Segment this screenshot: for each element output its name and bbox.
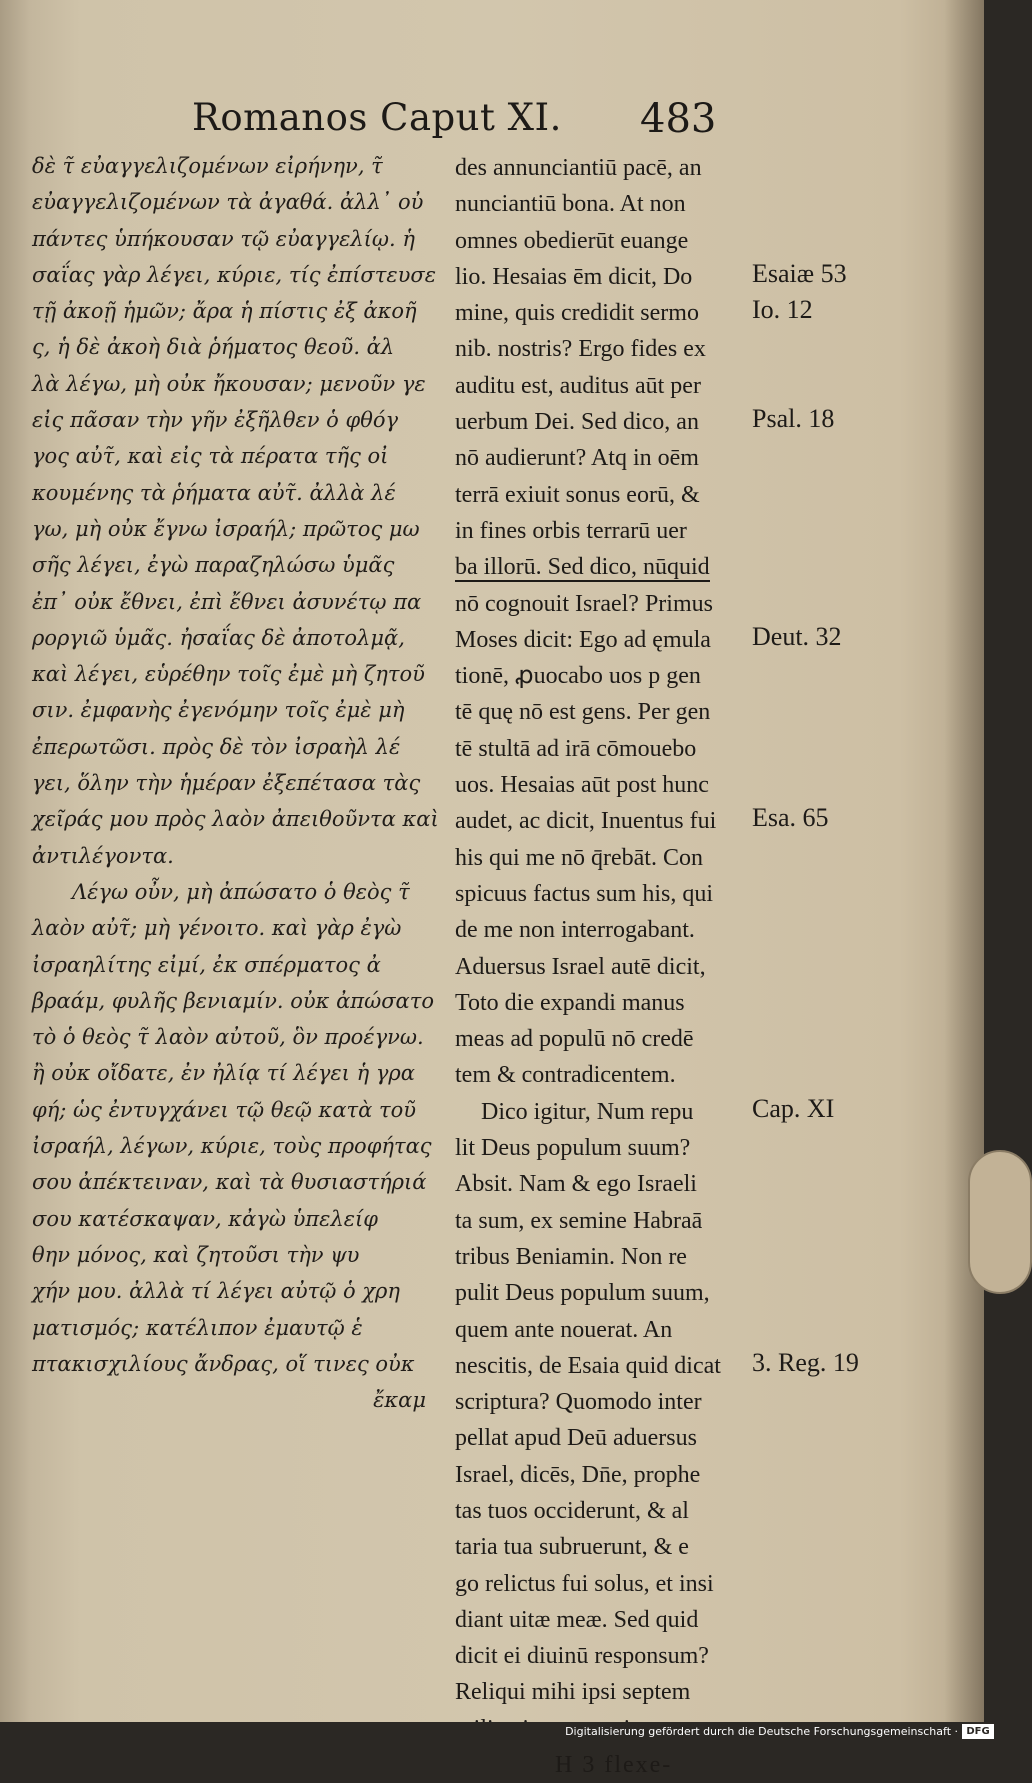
- latin-line: [455, 1674, 745, 1710]
- greek-line: σαΐας γὰρ λέγει, κύριε, τίς ἐπίστευσε: [32, 262, 437, 287]
- latin-line: [455, 259, 745, 295]
- margin-note: 3. Reg. 19: [752, 1347, 859, 1377]
- latin-line-text: go relictus fui solus, et insi: [455, 1570, 714, 1597]
- latin-line-text: in fines orbis terrarū uer: [455, 517, 687, 544]
- greek-line: τὸ ὁ θεὸς τ̃ λαὸν αὐτοῦ, ὃν προέγνω.: [32, 1025, 424, 1050]
- latin-line: [455, 1348, 745, 1384]
- latin-line-text: scriptura? Quomodo inter: [455, 1389, 702, 1416]
- greek-line: σου ἀπέκτειναν, καὶ τὰ θυσιαστήριά: [32, 1170, 427, 1195]
- greek-line: φή; ὡς ἐντυγχάνει τῷ θεῷ κατὰ τοῦ: [32, 1097, 416, 1122]
- latin-line-text: ta sum, ex semine Habraā: [455, 1207, 703, 1234]
- latin-line: [455, 368, 745, 404]
- latin-line-text: tē quę nō est gens. Per gen: [455, 699, 711, 726]
- latin-line: [455, 876, 745, 912]
- greek-line: ροργιῶ ὑμᾶς. ἠσαΐας δὲ ἀποτολμᾷ,: [32, 625, 405, 650]
- latin-line: [455, 1529, 745, 1565]
- latin-line: [455, 1275, 745, 1311]
- greek-line: εὐαγγελιζομένων τὰ ἀγαθά. ἀλλ᾽ οὐ: [32, 190, 424, 215]
- latin-line: [455, 1130, 745, 1166]
- margin-note: Cap. XI: [752, 1093, 835, 1123]
- latin-line-text: his qui me nō q̄rebāt. Con: [455, 844, 703, 871]
- latin-line-text: de me non interrogabant.: [455, 917, 695, 944]
- latin-line: [455, 1312, 745, 1348]
- greek-line: ἢ οὐκ οἴδατε, ἐν ἠλίᾳ τί λέγει ἡ γρα: [32, 1061, 415, 1086]
- latin-line: [455, 658, 745, 694]
- latin-line-text: lio. Hesaias ēm dicit, Do: [455, 263, 693, 290]
- latin-line: [455, 1094, 745, 1130]
- greek-line: Λέγω οὖν, μὴ ἀπώσατο ὁ θεὸς τ̃: [72, 879, 410, 904]
- latin-line: [455, 985, 745, 1021]
- margin-note: Esaiæ 53: [752, 258, 847, 288]
- latin-line-text: diant uitæ meæ. Sed quid: [455, 1606, 699, 1633]
- latin-line-text: tē stultā ad irā cōmouebo: [455, 735, 697, 762]
- greek-line: ἰσραηλίτης εἰμί, ἐκ σπέρματος ἀ: [32, 952, 381, 977]
- greek-line: γει, ὅλην τὴν ἡμέραν ἐξεπέτασα τὰς: [32, 771, 421, 796]
- latin-line: [455, 622, 745, 658]
- greek-line: εἰς πᾶσαν τὴν γῆν ἐξῆλθεν ὁ φθόγ: [32, 408, 399, 433]
- greek-line: ς, ἡ δὲ ἀκοὴ διὰ ῥήματος θεοῦ. ἀλ: [32, 335, 395, 360]
- latin-line-text: dicit ei diuinū responsum?: [455, 1643, 709, 1670]
- greek-line: γω, μὴ οὐκ ἔγνω ἰσραήλ; πρῶτος μω: [32, 516, 420, 541]
- latin-line: [455, 731, 745, 767]
- latin-line: [455, 404, 745, 440]
- latin-line: [455, 949, 745, 985]
- latin-line-text: Israel, dicēs, Dn̄e, prophe: [455, 1461, 701, 1488]
- latin-line: [455, 1239, 745, 1275]
- latin-line: [455, 1747, 745, 1783]
- greek-line: χεῖράς μου πρὸς λαὸν ἀπειθοῦντα καὶ: [32, 807, 439, 832]
- greek-line: γος αὐτ̃, καὶ εἰς τὰ πέρατα τῆς οἰ: [32, 444, 389, 469]
- latin-line-text: Moses dicit: Ego ad ęmula: [455, 626, 711, 653]
- greek-line: χήν μου. ἀλλὰ τί λέγει αὐτῷ ὁ χρη: [32, 1279, 400, 1304]
- latin-line: [455, 440, 745, 476]
- latin-line-text: tas tuos occiderunt, & al: [455, 1497, 689, 1524]
- latin-line: [455, 295, 745, 331]
- latin-line-text: H 3 flexe-: [555, 1752, 673, 1779]
- margin-note: Esa. 65: [752, 803, 829, 833]
- greek-line: ἐπ᾽ οὐκ ἔθνει, ἐπὶ ἔθνει ἀσυνέτῳ πα: [32, 589, 422, 614]
- greek-line: βραάμ, φυλῆς βενιαμίν. οὐκ ἀπώσατο: [32, 988, 434, 1013]
- latin-line: [455, 1384, 745, 1420]
- latin-line-text: omnes obedierūt euange: [455, 227, 689, 254]
- latin-line-text: Dico igitur, Num repu: [481, 1098, 694, 1125]
- latin-line-text: Absit. Nam & ego Israeli: [455, 1171, 697, 1198]
- latin-line: [455, 912, 745, 948]
- latin-text-column: [455, 150, 745, 1783]
- latin-line-text: taria tua subruerunt, & e: [455, 1534, 689, 1561]
- latin-line: [455, 186, 745, 222]
- latin-line-text: Aduersus Israel autē dicit,: [455, 953, 706, 980]
- latin-line: [455, 1493, 745, 1529]
- latin-line: [455, 803, 745, 839]
- latin-line: [455, 1566, 745, 1602]
- footer-credit: Digitalisierung gefördert durch die Deutsche Forschungsgemeinschaft ·: [565, 1725, 958, 1738]
- greek-line: δὲ τ̃ εὐαγγελιζομένων εἰρήνην, τ̃: [32, 154, 383, 178]
- latin-line: [455, 1057, 745, 1093]
- latin-line: [455, 1166, 745, 1202]
- latin-line-text: terrā exiuit sonus eorū, &: [455, 481, 700, 508]
- latin-line-text: nunciantiū bona. At non: [455, 191, 686, 218]
- latin-line-text: nō audierunt? Atq in oēm: [455, 445, 699, 472]
- greek-line: ἔκαμ: [373, 1388, 426, 1413]
- latin-line-text: meas ad populū nō credē: [455, 1026, 694, 1053]
- latin-line: [455, 1638, 745, 1674]
- greek-line: ἀντιλέγοντα.: [32, 843, 174, 868]
- greek-line: σου κατέσκαψαν, κἀγὼ ὑπελείφ: [32, 1206, 378, 1231]
- greek-line: λὰ λέγω, μὴ οὐκ ἤκουσαν; μενοῦν γε: [32, 371, 426, 396]
- latin-line-text: quem ante nouerat. An: [455, 1316, 673, 1343]
- latin-line: [455, 513, 745, 549]
- greek-line: πάντες ὑπήκουσαν τῷ εὐαγγελίῳ. ἡ: [32, 226, 415, 251]
- page-clip-mark: [968, 1150, 1032, 1294]
- latin-line-text: nō cognouit Israel? Primus: [455, 590, 713, 617]
- latin-line-text: tribus Beniamin. Non re: [455, 1243, 687, 1270]
- greek-line: πτακισχιλίους ἄνδρας, οἵ τινες οὐκ: [32, 1351, 415, 1376]
- latin-line-text: des annunciantiū pacē, an: [455, 155, 702, 181]
- latin-line-text: lit Deus populum suum?: [455, 1135, 691, 1162]
- greek-line: καὶ λέγει, εὑρέθην τοῖς ἐμὲ μὴ ζητοῦ: [32, 662, 425, 687]
- latin-line: [455, 767, 745, 803]
- latin-line: [455, 331, 745, 367]
- latin-line: [455, 223, 745, 259]
- greek-line: σῆς λέγει, ἐγὼ παραζηλώσω ὑμᾶς: [32, 553, 395, 578]
- latin-line: [455, 586, 745, 622]
- greek-line: λαὸν αὐτ̃; μὴ γένοιτο. καὶ γὰρ ἐγὼ: [32, 916, 402, 941]
- latin-line-text: spicuus factus sum his, qui: [455, 880, 713, 907]
- greek-line: σιν. ἐμφανὴς ἐγενόμην τοῖς ἐμὲ μὴ: [32, 698, 405, 723]
- latin-line: [455, 1021, 745, 1057]
- latin-line: [455, 840, 745, 876]
- greek-line: ματισμός; κατέλιπον ἐμαυτῷ ἑ: [32, 1315, 363, 1340]
- latin-line-text: uos. Hesaias aūt post hunc: [455, 772, 709, 799]
- latin-line-text: uerbum Dei. Sed dico, an: [455, 409, 699, 436]
- greek-line: θην μόνος, καὶ ζητοῦσι τὴν ψυ: [32, 1242, 360, 1267]
- greek-text-column: [32, 148, 439, 1418]
- latin-line: [455, 150, 745, 186]
- greek-line: κουμένης τὰ ῥήματα αὐτ̃. ἀλλὰ λέ: [32, 480, 396, 505]
- latin-line-text: tem & contradicentem.: [455, 1062, 676, 1089]
- latin-line-text: tionē, ꝓuocabo uos p gen: [455, 663, 701, 690]
- latin-line-text: Toto die expandi manus: [455, 989, 685, 1016]
- greek-line: τῇ ἀκοῇ ἡμῶν; ἄρα ἡ πίστις ἐξ ἀκοῆ: [32, 299, 417, 324]
- latin-line-text: auditu est, auditus aūt per: [455, 372, 701, 399]
- margin-note: Io. 12: [752, 295, 813, 325]
- latin-line: [455, 477, 745, 513]
- latin-line-text: nib. nostris? Ergo fides ex: [455, 336, 706, 363]
- greek-line: ἐπερωτῶσι. πρὸς δὲ τὸν ἰσραὴλ λέ: [32, 734, 401, 759]
- latin-line: [455, 1203, 745, 1239]
- running-head: Romanos Caput XI.: [192, 96, 562, 139]
- latin-line: [455, 694, 745, 730]
- latin-line-text: pulit Deus populum suum,: [455, 1280, 710, 1307]
- margin-note: Deut. 32: [752, 621, 842, 651]
- latin-line-text: mine, quis credidit sermo: [455, 300, 699, 327]
- latin-line: [455, 549, 745, 585]
- latin-line-text: ba illorū. Sed dico, nūquid: [455, 554, 710, 581]
- margin-note: Psal. 18: [752, 404, 835, 434]
- latin-line-text: pellat apud Deū aduersus: [455, 1425, 697, 1452]
- latin-line: [455, 1420, 745, 1456]
- latin-line-text: audet, ac dicit, Inuentus fui: [455, 808, 717, 835]
- latin-line-text: nescitis, de Esaia quid dicat: [455, 1352, 721, 1379]
- page-number: 483: [640, 96, 717, 142]
- latin-line: [455, 1602, 745, 1638]
- greek-line: ἰσραήλ, λέγων, κύριε, τοὺς προφήτας: [32, 1134, 432, 1159]
- page-edge-shadow: [944, 0, 984, 1722]
- latin-line: [455, 1457, 745, 1493]
- dfg-logo: DFG: [962, 1724, 994, 1739]
- latin-line-text: Reliqui mihi ipsi septem: [455, 1679, 691, 1706]
